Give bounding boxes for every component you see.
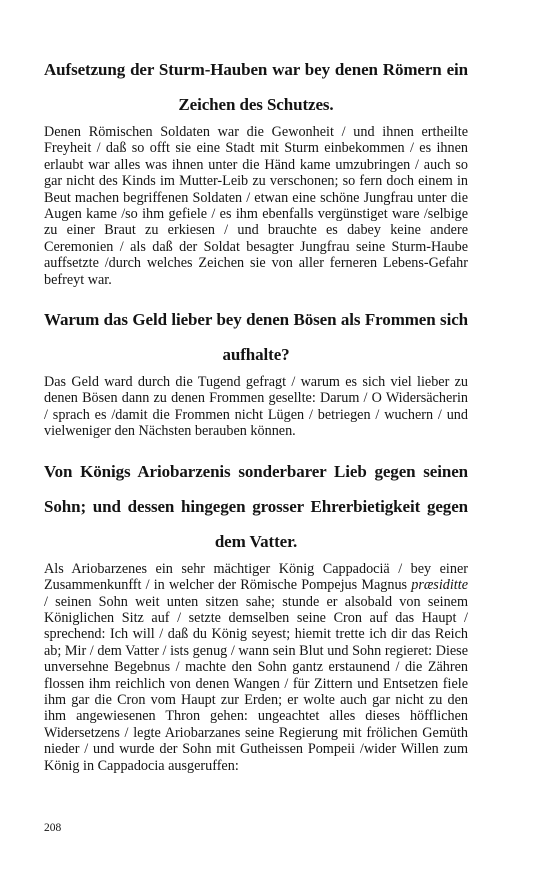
section-body <box>44 561 468 774</box>
section-heading: Von Königs Ariobarzenis sonderbarer Lieb gegen seinen Sohn; und dessen hingegen grosser Ehrerbietigkeit gegen dem Vatter. <box>44 461 468 551</box>
section-geld <box>44 302 468 440</box>
section-ariobarzenes <box>44 454 468 774</box>
section-sturm-hauben <box>44 52 468 288</box>
body-text-italic: præsiditte <box>411 577 468 594</box>
page-number: 208 <box>44 822 62 834</box>
section-body: Das Geld ward durch die Tugend gefragt / warum es sich viel lieber zu denen Bösen dann zu denen Frommen gesellte: Darum / O Widersächerin / sprach es /damit die Frommen nicht Lügen / betriegen / wuchern / und vielweniger den Nächsten berauben können. <box>44 374 468 440</box>
body-text-before: Als Ariobarzenes ein sehr mächtiger König Cappadociä / bey einer Zusammenkunfft / in welcher der Römische Pompejus Magnus <box>44 560 468 594</box>
body-text-after: / seinen Sohn weit unten sitzen sahe; stunde er alsobald von seinem Königlichen Sitz auf / setzte demselben seine Cron auf das Haupt / sprechend: Ich will / daß du König seyest; hiemit trette ich dir das Reich ab; Mir / dem Vatter / ists genug / wann sein Blut und Sohn regieret: Diese unversehne Begebnus / machte den Sohn gantz erstaunend / die Zähren flossen ihm reichlich von denen Wangen / für Zittern und Entsetzen fiele ihm gar die Cron vom Haupt zur Erden; er wolte auch gar nicht zu den ihm angewiesenen Thron gehen: ungeachtet alles dieses höfflichen Widersetzens / legte Ariobarzanes seine Regierung mit frölichen Gemüth nieder / und wurde der Sohn mit Gutheissen Pompeii /wider Willen zum König in Cappadocia ausgeruffen: <box>44 593 468 774</box>
section-heading: Aufsetzung der Sturm-Hauben war bey denen Römern ein Zeichen des Schutzes. <box>44 60 468 114</box>
book-page <box>44 52 468 774</box>
section-heading: Warum das Geld lieber bey denen Bösen als Frommen sich aufhalte? <box>44 310 468 365</box>
section-body: Denen Römischen Soldaten war die Gewonheit / und ihnen ertheilte Freyheit / daß so offt sie eine Stadt mit Sturm einbekommen / es ihnen erlaubt war alles was ihnen unter die Händ kame umzubringen / auch so gar nicht des Kinds im Mutter-Leib zu verschonen; so fern doch einem in Beut machen begriffenen Soldaten / etwan eine schöne Jungfrau unter die Augen kame /so ihm gefiele / es ihm ebenfalls vergünstiget ware /selbige zu einer Braut zu erkiesen / und brauchte es dabey keine andere Ceremonien / als daß der Soldat besagter Jungfrau seine Sturm-Haube auffsetzte /durch welches Zeichen sie von aller ferneren Lebens-Gefahr befreyt war. <box>44 124 468 288</box>
